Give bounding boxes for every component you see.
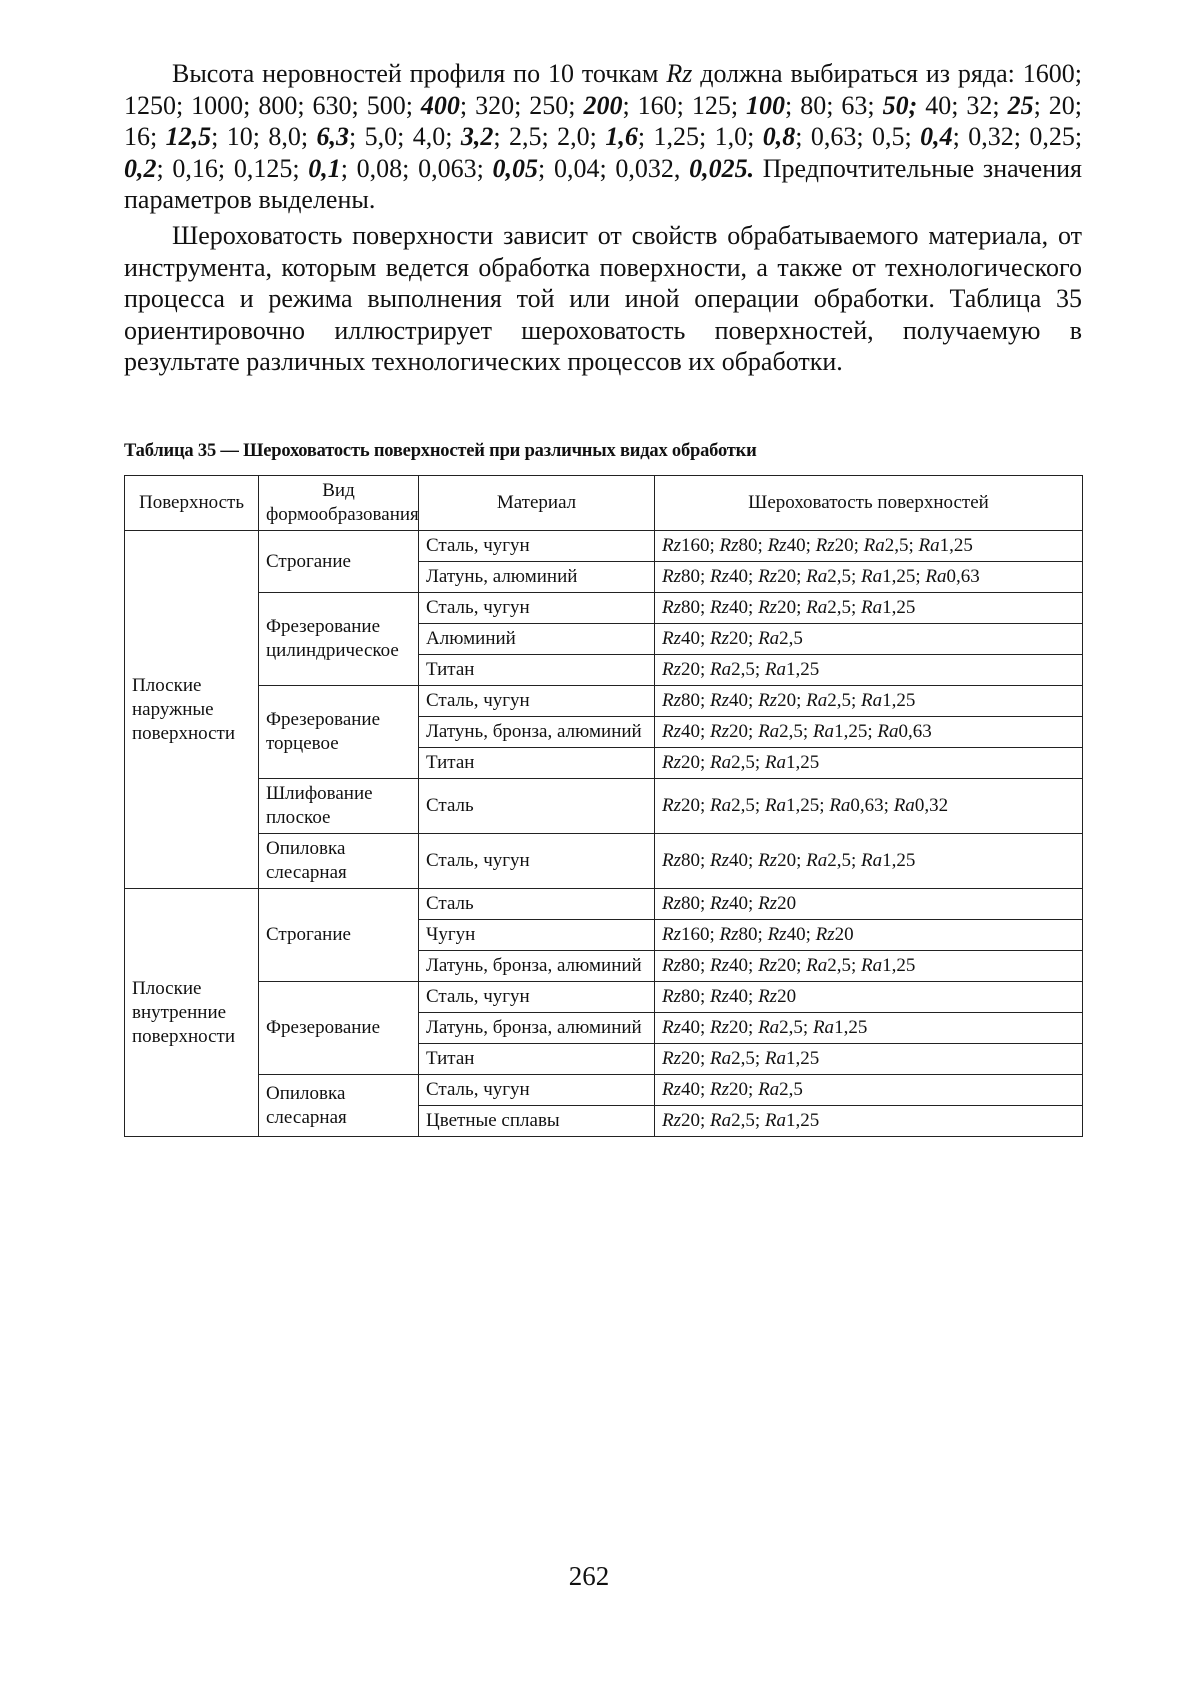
preferred-value: 0,025.: [689, 153, 755, 183]
material-cell: Чугун: [419, 920, 655, 951]
preferred-value: 0,2: [124, 153, 157, 183]
table-caption: Таблица 35 — Шероховатость поверхностей при различных видах обработки: [124, 441, 757, 461]
roughness-cell: Rz40; Rz20; Ra2,5: [655, 624, 1083, 655]
text-segment: 40; 32;: [917, 90, 1008, 120]
text-segment: ; 0,16; 0,125;: [156, 153, 309, 183]
text-segment: ; 80; 63;: [785, 90, 883, 120]
process-cell: Опиловка слесарная: [259, 1075, 419, 1137]
text-segment: ; 5,0; 4,0;: [349, 122, 461, 151]
material-cell: Алюминий: [419, 624, 655, 655]
roughness-cell: Rz80; Rz40; Rz20; Ra2,5; Ra1,25: [655, 834, 1083, 889]
table-row: [125, 779, 1083, 834]
page-number: 262: [568, 1561, 610, 1591]
table-row: [125, 593, 1083, 624]
roughness-cell: Rz40; Rz20; Ra2,5: [655, 1075, 1083, 1106]
material-cell: Сталь: [419, 779, 655, 834]
preferred-value: 12,5: [165, 122, 212, 151]
roughness-cell: Rz40; Rz20; Ra2,5; Ra1,25; Ra0,63: [655, 717, 1083, 748]
text-segment: ; 0,08; 0,063;: [340, 153, 493, 183]
material-cell: Цветные сплавы: [419, 1106, 655, 1137]
table-row: [125, 889, 1083, 920]
material-cell: Сталь, чугун: [419, 982, 655, 1013]
surface-cell: Плоские внутренние поверхности: [125, 889, 259, 1137]
surface-cell: Плоские наружные поверхности: [125, 531, 259, 889]
header-process: Вид формообразования: [259, 476, 419, 531]
table-body: [125, 531, 1083, 1137]
table-header-row: [125, 476, 1083, 531]
material-cell: Латунь, алюминий: [419, 562, 655, 593]
paragraph-text: Шероховатость поверхности зависит от свойств обрабатываемого материала, от инструмента, которым ведется обработка поверхности, а также от технологического процесса и режима выполнения той или иной операции обработки. Таблица 35 ориентировочно иллюстрирует шероховатость поверхностей, получаемую в результате различных технологических процессов их обработки.: [124, 221, 1082, 376]
text-segment: ; 1,25; 1,0;: [637, 122, 763, 151]
preferred-value: 25: [1007, 90, 1034, 120]
text-segment: ; 0,04; 0,032,: [538, 153, 690, 183]
header-surface: Поверхность: [125, 476, 259, 531]
roughness-cell: Rz80; Rz40; Rz20; Ra2,5; Ra1,25: [655, 686, 1083, 717]
symbol-rz: Rz: [666, 59, 693, 88]
text-segment: Предпочтительные значения параметров выделены.: [124, 153, 1083, 214]
preferred-value: 0,1: [308, 153, 341, 183]
material-cell: Сталь, чугун: [419, 1075, 655, 1106]
roughness-cell: Rz80; Rz40; Rz20; Ra2,5; Ra1,25; Ra0,63: [655, 562, 1083, 593]
preferred-value: 0,8: [762, 122, 796, 151]
material-cell: Сталь, чугун: [419, 686, 655, 717]
material-cell: Титан: [419, 655, 655, 686]
roughness-cell: Rz80; Rz40; Rz20: [655, 889, 1083, 920]
text-segment: ; 160; 125;: [622, 90, 747, 120]
text-segment: ; 2,5; 2,0;: [493, 122, 606, 151]
preferred-value: 50;: [882, 90, 918, 120]
text-segment: должна выбираться из ряда: 1600; 1250; 1000; 800; 630; 500;: [124, 59, 1082, 120]
text-segment: ; 20; 16;: [124, 90, 1083, 151]
preferred-value: 6,3: [316, 122, 350, 151]
preferred-value: 200: [583, 90, 623, 120]
table-row: [125, 1075, 1083, 1106]
material-cell: Латунь, бронза, алюминий: [419, 951, 655, 982]
text-segment: ; 320; 250;: [459, 90, 584, 120]
preferred-value: 400: [420, 90, 460, 120]
process-cell: Фрезерование торцевое: [259, 686, 419, 779]
process-cell: Фрезерование: [259, 982, 419, 1075]
material-cell: Титан: [419, 748, 655, 779]
material-cell: Сталь: [419, 889, 655, 920]
roughness-cell: Rz80; Rz40; Rz20; Ra2,5; Ra1,25: [655, 951, 1083, 982]
process-cell: Шлифование плоское: [259, 779, 419, 834]
preferred-value: 3,2: [460, 122, 494, 151]
material-cell: Сталь, чугун: [419, 531, 655, 562]
preferred-value: 100: [746, 90, 786, 120]
roughness-cell: Rz40; Rz20; Ra2,5; Ra1,25: [655, 1013, 1083, 1044]
material-cell: Латунь, бронза, алюминий: [419, 717, 655, 748]
preferred-value: 0,4: [920, 122, 953, 151]
roughness-cell: Rz80; Rz40; Rz20: [655, 982, 1083, 1013]
roughness-cell: Rz160; Rz80; Rz40; Rz20; Ra2,5; Ra1,25: [655, 531, 1083, 562]
roughness-cell: Rz20; Ra2,5; Ra1,25: [655, 1044, 1083, 1075]
roughness-cell: Rz160; Rz80; Rz40; Rz20: [655, 920, 1083, 951]
text-segment: Высота неровностей профиля по 10 точкам: [172, 59, 667, 88]
process-cell: Опиловка слесарная: [259, 834, 419, 889]
material-cell: Латунь, бронза, алюминий: [419, 1013, 655, 1044]
text-segment: ; 10; 8,0;: [211, 122, 317, 151]
process-cell: Строгание: [259, 889, 419, 982]
roughness-cell: Rz20; Ra2,5; Ra1,25; Ra0,63; Ra0,32: [655, 779, 1083, 834]
preferred-value: 0,05: [492, 153, 539, 183]
process-cell: Фрезерование цилиндрическое: [259, 593, 419, 686]
text-segment: ; 0,63; 0,5;: [795, 122, 921, 151]
paragraph-rz-series: [124, 58, 1082, 216]
roughness-cell: Rz20; Ra2,5; Ra1,25: [655, 1106, 1083, 1137]
preferred-value: 1,6: [605, 122, 638, 151]
paragraph-roughness-intro: [124, 220, 1082, 378]
material-cell: Сталь, чугун: [419, 593, 655, 624]
roughness-cell: Rz80; Rz40; Rz20; Ra2,5; Ra1,25: [655, 593, 1083, 624]
roughness-cell: Rz20; Ra2,5; Ra1,25: [655, 748, 1083, 779]
header-material: Материал: [419, 476, 655, 531]
header-roughness: Шероховатость поверхностей: [655, 476, 1083, 531]
table-row: [125, 982, 1083, 1013]
table-row: [125, 531, 1083, 562]
process-cell: Строгание: [259, 531, 419, 593]
material-cell: Титан: [419, 1044, 655, 1075]
table-row: [125, 834, 1083, 889]
table-row: [125, 686, 1083, 717]
roughness-cell: Rz20; Ra2,5; Ra1,25: [655, 655, 1083, 686]
roughness-table: [124, 475, 1083, 1137]
material-cell: Сталь, чугун: [419, 834, 655, 889]
text-segment: ; 0,32; 0,25;: [952, 122, 1083, 151]
